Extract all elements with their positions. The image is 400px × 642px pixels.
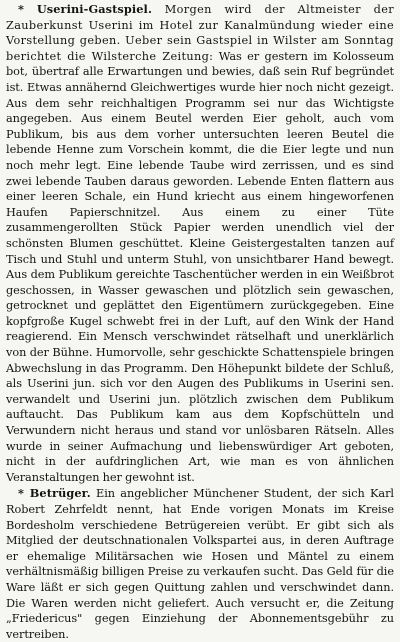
article-text-segment: Ein angeblicher Münchener Student, der sich Karl Robert Zehrfeldt nennt, hat Ende vorigen Monats im Kreise Bordesholm verschiedene Betrügereien verübt. Er gibt sich als Mitglied der deutschnationalen Volkspartei aus, in deren Auftrage er ehemalige Militärsachen wie Hosen und Mäntel zu einem verhältnismäßig billigen Preise zu verkaufen sucht. Das Geld für die Ware läßt er sich gegen Quittung zahlen und verschwindet dann. Die Waren werden nicht geliefert. Auch versucht er, die Zeitung „Friedericus" gegen Einziehung der Abonnementsgebühr zu vertreiben. — [6, 487, 394, 641]
article-text-segment: Aus dem sehr reichhaltigen Programm sei nur das Wichtigste angegeben. Aus einem Beutel werden Eier geholt, auch vom Publikum, bis aus dem vorher untersuchten leeren Beutel die lebende Henne zum Vorschein kommt, die die Eier legte und nun noch mehr legt. Eine lebende Taube wird zerrissen, und es sind zwei lebende Tauben daraus geworden. Lebende Enten flattern aus einer leeren Schale, ein Hund kriecht aus einem hingeworfenen Haufen Papierschnitzel. Aus einem zu einer Tüte zusammengerollten Stück Papier werden unendlich viel der schönsten Blumen geschüttet. Kleine Geistergestalten tanzen auf Tisch und Stuhl und unterm Stuhl, von unsichtbarer Hand bewegt. Aus dem Publikum gereichte Taschentücher werden in ein Weißbrot geschossen, in Wasser gewaschen und plötzlich sein gewaschen, getrocknet und geplättet den Eigentümern zurückgegeben. Eine kopfgroße Kugel schwebt frei in der Luft, auf den Wink der Hand reagierend. Ein Mensch verschwindet rätselhaft und unerklärlich von der Bühne. Humorvolle, sehr geschickte Schattenspiele bringen Abwechslung in das Programm. Den Höhepunkt bildete der Schluß, als Userini jun. sich vor den Augen des Publikums in Userini sen. verwandelt und Userini jun. plötzlich zwischen dem Publikum auftaucht. Das Publikum kam aus dem Kopfschütteln und Verwundern nicht heraus und stand vor unlösbaren Rätseln. Alles wurde in seiner Aufmachung und liebenswürdiger Art geboten, nicht in der aufdringlichen Art, wie man es von ähnlichen Veranstaltungen her gewohnt ist. — [6, 96, 394, 484]
headline-betrueger: * Betrüger. — [18, 486, 91, 501]
article-text-segment: Morgen wird der Altmeister der Zauberkunst Userini im Hotel zur Kanalmündung wieder eine Vorstellung geben. — [6, 3, 394, 48]
article-userini-gastspiel — [6, 2, 394, 485]
article-betrueger — [6, 486, 394, 642]
article-text-segment: Was er gestern im Kolosseum bot, übertraf alle Erwartungen und bewies, daß sein Ruf begründet ist. Etwas annähernd Gleichwertiges wurde hier noch nicht gezeigt. — [6, 49, 394, 94]
headline-userini-gastspiel: * Userini-Gastspiel. — [18, 2, 152, 16]
article-text-segment: Ueber sein Gastspiel in Wilster am Sonntag berichtet die Wilsterche Zeitung: — [6, 34, 394, 63]
